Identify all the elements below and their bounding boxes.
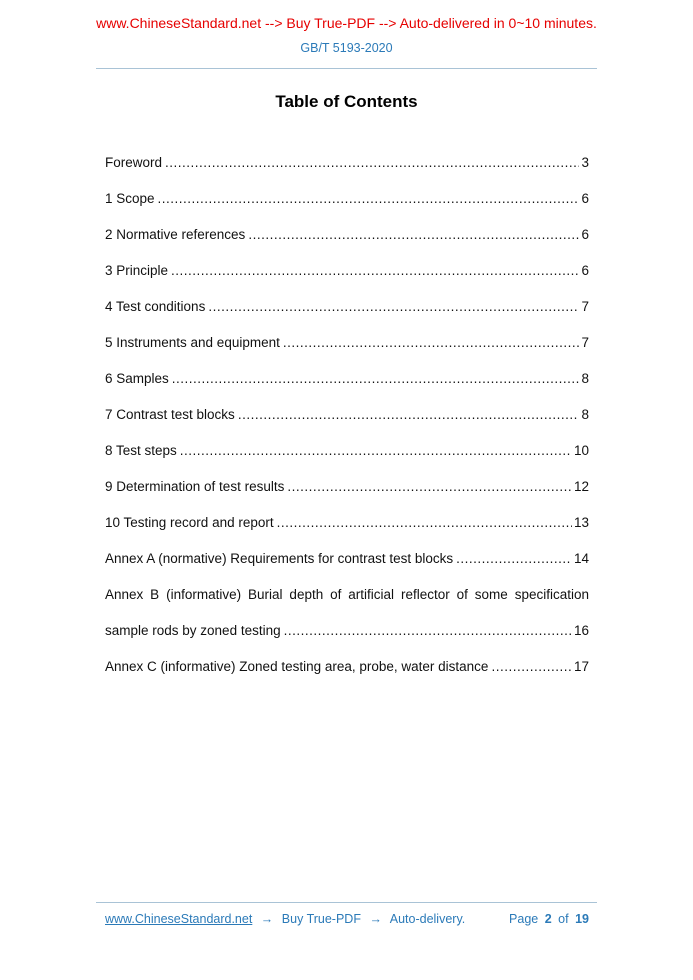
page-indicator [506,912,589,926]
toc-entry [105,442,589,459]
footer-buy-text: Buy True-PDF [281,912,361,926]
page-header [0,0,693,69]
toc-entry [105,370,589,387]
toc-entry-page: 17 [573,659,589,674]
footer-links [105,912,465,926]
toc-leader-dots [248,226,579,243]
toc-entry-page: 10 [573,443,589,458]
toc-leader-dots [208,298,579,315]
toc-entry-label: 1 Scope [105,191,155,206]
toc-entry [105,478,589,495]
toc-entry-label: Foreword [105,155,163,170]
toc-leader-dots [283,334,580,351]
page-title: Table of Contents [275,92,418,111]
toc-entry-page: 13 [573,515,589,530]
promo-banner: www.ChineseStandard.net --> Buy True-PDF --> Auto-delivered in 0~10 minutes. [96,15,597,31]
header-divider [96,68,597,69]
toc-entry-page: 12 [573,479,589,494]
toc-entry-label: Annex B (informative) Burial depth of artificial reflector of some specification [105,587,589,602]
toc-entry-label: 6 Samples [105,371,169,386]
toc-entry-label: 7 Contrast test blocks [105,407,235,422]
toc-entry-page: 3 [581,155,589,170]
toc-entry-page: 16 [573,623,589,638]
toc-entry [105,262,589,279]
toc-entry [105,226,589,243]
table-of-contents [0,154,693,675]
toc-entry-page: 8 [581,371,589,386]
toc-leader-dots [277,514,572,531]
page-footer [0,902,693,926]
page-label: Page [509,912,539,926]
toc-entry [105,154,589,171]
toc-entry [105,658,589,675]
toc-entry [105,550,589,567]
arrow-right-icon: → [369,912,382,926]
page-current: 2 [544,912,552,926]
toc-entry [105,514,589,531]
arrow-right-icon: → [260,912,274,926]
page-total: 19 [575,912,589,926]
toc-entry [105,190,589,207]
toc-leader-dots [158,190,580,207]
toc-entry-label: 5 Instruments and equipment [105,335,280,350]
toc-entry-page: 6 [581,227,589,242]
footer-delivery-text: Auto-delivery. [389,912,466,926]
toc-entry-page: 6 [581,191,589,206]
toc-leader-dots [172,370,580,387]
toc-entry-label: 10 Testing record and report [105,515,274,530]
toc-entry-page: 7 [581,335,589,350]
toc-leader-dots [171,262,579,279]
toc-entry-page: 14 [573,551,589,566]
toc-entry-label: 8 Test steps [105,443,177,458]
standard-number: GB/T 5193-2020 [300,41,393,55]
of-label: of [558,912,569,926]
toc-leader-dots [491,658,572,675]
toc-leader-dots [238,406,580,423]
toc-entry [105,406,589,423]
toc-entry [105,298,589,315]
toc-entry-label: Annex C (informative) Zoned testing area, probe, water distance [105,659,489,674]
toc-entry-label: 9 Determination of test results [105,479,285,494]
toc-leader-dots [287,478,572,495]
toc-entry [105,334,589,351]
toc-entry [105,586,589,603]
toc-entry-label: sample rods by zoned testing [105,623,281,638]
toc-entry-page: 6 [581,263,589,278]
footer-site-link[interactable]: www.ChineseStandard.net [105,912,253,926]
toc-leader-dots [180,442,572,459]
toc-leader-dots [456,550,572,567]
toc-entry [105,622,589,639]
toc-entry-page: 8 [581,407,589,422]
toc-entry-label: 4 Test conditions [105,299,206,314]
toc-entry-page: 7 [581,299,589,314]
toc-entry-label: 2 Normative references [105,227,246,242]
toc-leader-dots [284,622,572,639]
toc-entry-label: Annex A (normative) Requirements for contrast test blocks [105,551,454,566]
toc-entry-label: 3 Principle [105,263,169,278]
footer-divider [96,902,597,903]
toc-leader-dots [165,154,579,171]
